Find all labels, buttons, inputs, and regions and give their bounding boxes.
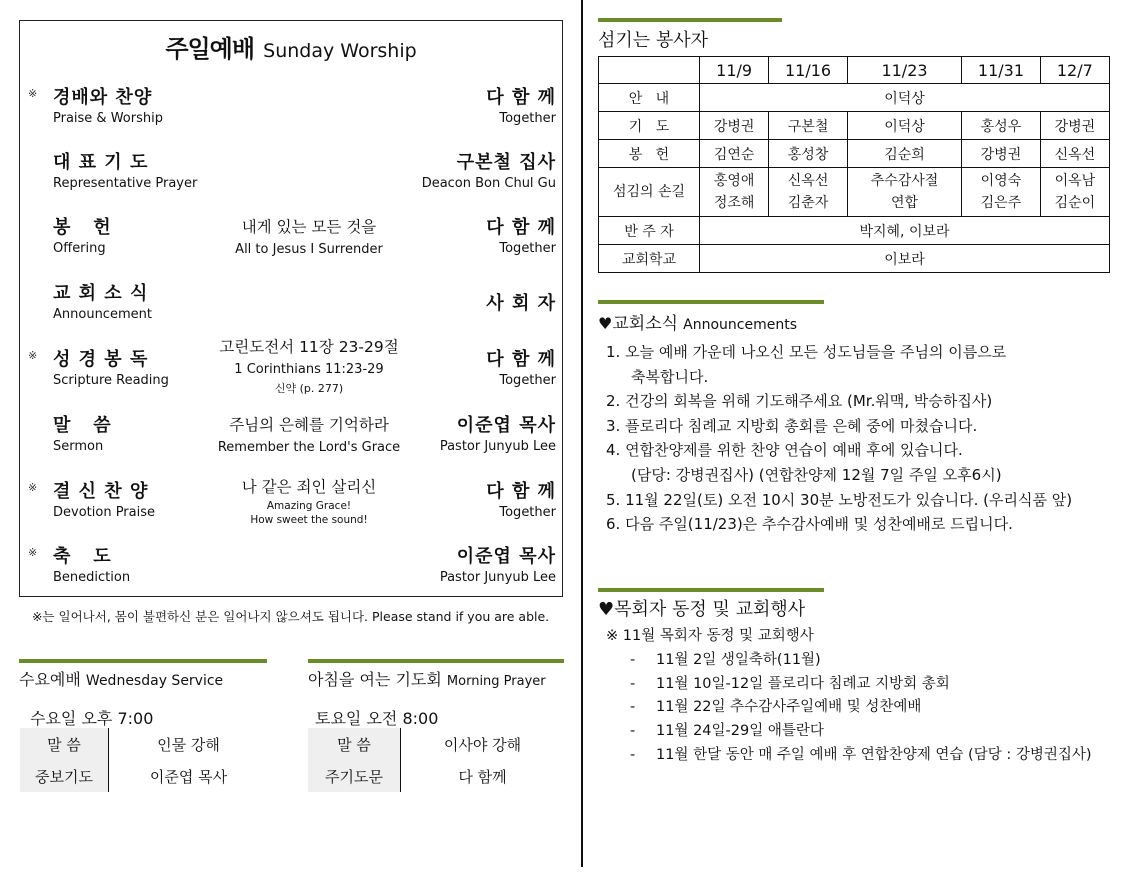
- worship-title-en: Sunday Worship: [263, 40, 417, 62]
- row-value: 이보라: [700, 245, 1110, 273]
- table-header-row: [599, 57, 1110, 84]
- table-row: [20, 760, 268, 792]
- morning-table: [308, 728, 564, 792]
- list-item-continuation: (담당: 강병권집사) (연합찬양제 12월 7일 주일 오후6시): [631, 465, 1002, 484]
- cell-line: 이영숙: [980, 173, 1022, 189]
- item-leader-ko: 다 함 께: [486, 481, 556, 502]
- row-label: 말 씀: [20, 728, 109, 760]
- order-item-scripture: [20, 338, 562, 401]
- date-header: 12/7: [1040, 57, 1109, 84]
- cell: [962, 168, 1041, 217]
- sunday-worship-order: [19, 20, 563, 597]
- wednesday-heading: [19, 667, 223, 690]
- row-label: 주기도문: [308, 760, 401, 792]
- hymn-title-en: All to Jesus I Surrender: [235, 242, 383, 257]
- item-leader-en: Together: [499, 111, 556, 126]
- list-item-continuation: 축복합니다.: [631, 367, 709, 386]
- list-item: 3. 플로리다 침례교 지방회 총회를 은혜 중에 마쳤습니다.: [606, 416, 978, 435]
- cell-line: 이옥남: [1054, 173, 1096, 189]
- morning-time: 토요일 오전 8:00: [315, 709, 439, 728]
- devotion-hymn: [200, 475, 418, 526]
- row-label: 안 내: [599, 84, 700, 112]
- row-label: 봉 헌: [599, 140, 700, 168]
- date-header: 11/31: [962, 57, 1041, 84]
- list-item: 2. 건강의 회복을 위해 기도해주세요 (Mr.워맥, 박승하집사): [606, 392, 993, 411]
- table-row-school: [599, 245, 1110, 273]
- dash-bullet: -: [630, 699, 636, 716]
- list-item: 1. 오늘 예배 가운데 나오신 모든 성도님들을 주님의 이름으로: [606, 343, 1007, 361]
- row-label: 말 씀: [308, 728, 401, 760]
- item-title-ko: 축 도: [53, 546, 112, 567]
- event-text: 11월 10일-12일 플로리다 침례교 지방회 총회: [656, 675, 950, 692]
- announcements-title-en: Announcements: [683, 317, 797, 333]
- item-leader-en: Pastor Junyub Lee: [439, 570, 556, 585]
- dash-bullet: -: [630, 746, 636, 763]
- item-title-en: Benediction: [53, 570, 131, 585]
- heart-icon: ♥: [598, 314, 613, 333]
- row-label: 중보기도: [20, 760, 109, 792]
- cell: 강병권: [700, 112, 769, 140]
- cell-line: 김춘자: [787, 195, 829, 211]
- list-item: [606, 649, 1092, 673]
- list-item: [606, 744, 1092, 768]
- order-item-praise: [20, 83, 562, 139]
- cell: 강병권: [962, 140, 1041, 168]
- announcements-title-ko: 교회소식: [612, 314, 679, 334]
- worship-title-ko: 주일예배: [165, 35, 255, 63]
- scripture-page: 신약 (p. 277): [274, 382, 344, 395]
- item-title-en: Praise & Worship: [53, 111, 163, 126]
- cell: [700, 168, 769, 217]
- table-row: [20, 728, 268, 760]
- item-leader-en: Together: [499, 373, 556, 388]
- item-leader-ko: 이준엽 목사: [456, 546, 556, 567]
- list-item: 5. 11월 22일(토) 오전 10시 30분 노방전도가 있습니다. (우리식품 앞): [606, 490, 1073, 509]
- date-header: 11/16: [769, 57, 848, 84]
- item-title-en: Representative Prayer: [53, 176, 198, 191]
- table-row-hands: [599, 168, 1110, 217]
- stand-mark-icon: ※: [28, 481, 38, 494]
- item-leader-en: Together: [499, 505, 556, 520]
- events-subtitle: ※ 11월 목회자 동정 및 교회행사: [606, 628, 814, 644]
- event-text: 11월 22일 추수감사주일예배 및 성찬예배: [656, 699, 922, 716]
- row-value: 이덕상: [700, 84, 1110, 112]
- sermon-title-ko: 주님의 은혜를 기억하라: [229, 416, 389, 434]
- row-label: 섬김의 손길: [599, 168, 700, 217]
- item-title-ko: 대 표 기 도: [53, 152, 149, 173]
- table-row-accompanist: [599, 217, 1110, 245]
- hymn-line-2: How sweet the sound!: [250, 514, 368, 526]
- row-label: 기 도: [599, 112, 700, 140]
- cell: 김연순: [700, 140, 769, 168]
- item-leader-en: Deacon Bon Chul Gu: [421, 176, 556, 191]
- cell-line: 김순이: [1054, 195, 1096, 211]
- event-text: 11월 한달 동안 매 주일 예배 후 연합찬양제 연습 (담당 : 강병권집사): [656, 746, 1092, 763]
- dash-bullet: -: [630, 651, 636, 668]
- item-leader-ko: 사 회 자: [486, 293, 556, 314]
- cell: 구본철: [769, 112, 848, 140]
- dash-bullet: -: [630, 675, 636, 692]
- order-item-prayer: [20, 148, 562, 204]
- announcements-heading: [598, 309, 797, 334]
- section-bar: [598, 588, 824, 592]
- event-text: 11월 24일-29일 애틀란다: [656, 723, 824, 740]
- cell: 강병권: [1040, 112, 1109, 140]
- list-item: [606, 696, 1092, 720]
- row-value: 인물 강해: [157, 735, 220, 754]
- item-leader-ko: 다 함 께: [486, 217, 556, 238]
- cell: [847, 168, 961, 217]
- cell-line: 신옥선: [787, 173, 829, 189]
- item-title-ko: 성 경 봉 독: [53, 349, 149, 370]
- row-label: 교회학교: [599, 245, 700, 273]
- stand-mark-icon: ※: [28, 546, 38, 559]
- order-item-benediction: [20, 542, 562, 598]
- hymn-line-1: Amazing Grace!: [266, 500, 352, 512]
- scripture-ko: 고린도전서 11장 23-29절: [219, 338, 399, 356]
- table-row: [308, 760, 564, 792]
- cell: 이덕상: [847, 112, 961, 140]
- corner-cell: [599, 57, 700, 84]
- date-header: 11/23: [847, 57, 961, 84]
- row-value: 다 함께: [458, 767, 507, 786]
- cell-line: 홍영애: [713, 173, 755, 189]
- table-row: [308, 728, 564, 760]
- section-bar: [598, 18, 782, 22]
- item-leader-en: Together: [499, 241, 556, 256]
- cell: [1040, 168, 1109, 217]
- cell: 신옥선: [1040, 140, 1109, 168]
- row-label: 반 주 자: [599, 217, 700, 245]
- cell-line: 김은주: [980, 195, 1022, 211]
- wednesday-title-en: Wednesday Service: [85, 673, 224, 689]
- item-leader-ko: 다 함 께: [486, 87, 556, 108]
- announcements-list: [606, 340, 1072, 537]
- standing-note: ※는 일어나서, 몸이 불편하신 분은 일어나지 않으셔도 됩니다. Please stand if you are able.: [32, 609, 550, 624]
- wednesday-time: 수요일 오후 7:00: [30, 709, 154, 728]
- sermon-title: [200, 413, 418, 455]
- order-item-offering: [20, 213, 562, 269]
- stand-mark-icon: ※: [28, 349, 38, 362]
- list-item: [606, 720, 1092, 744]
- item-title-ko: 경배와 찬양: [53, 87, 153, 108]
- cell: [769, 168, 848, 217]
- cell-line: 연합: [890, 195, 919, 211]
- morning-heading: [308, 667, 546, 690]
- heart-icon: ♥: [598, 599, 615, 620]
- item-leader-ko: 다 함 께: [486, 349, 556, 370]
- events-list: [606, 625, 1092, 768]
- item-title-ko: 말 씀: [53, 415, 112, 436]
- item-title-en: Sermon: [53, 439, 104, 454]
- wednesday-title-ko: 수요예배: [19, 670, 81, 689]
- column-divider: [581, 0, 583, 867]
- order-item-devotion: [20, 477, 562, 533]
- item-title-ko: 봉 헌: [53, 217, 112, 238]
- cell-line: 정조해: [713, 195, 755, 211]
- servants-table: [598, 56, 1110, 273]
- stand-mark-icon: ※: [28, 87, 38, 100]
- events-heading: [598, 595, 805, 621]
- events-title: 목회자 동정 및 교회행사: [614, 599, 806, 620]
- date-header: 11/9: [700, 57, 769, 84]
- scripture-reference: [200, 335, 418, 396]
- row-value: 박지혜, 이보라: [700, 217, 1110, 245]
- row-value: 이준엽 목사: [149, 767, 228, 786]
- order-item-announcement: [20, 279, 562, 335]
- item-title-en: Announcement: [53, 307, 152, 322]
- item-title-ko: 교 회 소 식: [53, 283, 149, 304]
- table-row-usher: [599, 84, 1110, 112]
- hymn-title-ko: 나 같은 죄인 살리신: [241, 478, 377, 496]
- section-bar: [19, 659, 267, 663]
- event-text: 11월 2일 생일축하(11월): [656, 651, 821, 668]
- section-bar: [308, 659, 564, 663]
- item-leader-ko: 구본철 집사: [456, 152, 556, 173]
- cell: 홍성창: [769, 140, 848, 168]
- wednesday-table: [20, 728, 268, 792]
- cell: 홍성우: [962, 112, 1041, 140]
- cell: 김순희: [847, 140, 961, 168]
- item-title-en: Devotion Praise: [53, 505, 155, 520]
- cell-line: 추수감사절: [870, 173, 939, 189]
- item-leader-ko: 이준엽 목사: [456, 415, 556, 436]
- item-title-en: Scripture Reading: [53, 373, 169, 388]
- servants-title: 섬기는 봉사자: [598, 30, 709, 51]
- list-item: 6. 다음 주일(11/23)은 추수감사예배 및 성찬예배로 드립니다.: [606, 515, 1013, 534]
- order-item-sermon: [20, 411, 562, 467]
- list-item: [606, 673, 1092, 697]
- dash-bullet: -: [630, 723, 636, 740]
- hymn-title-ko: 내게 있는 모든 것을: [241, 218, 377, 236]
- table-row-offering: [599, 140, 1110, 168]
- sermon-title-en: Remember the Lord's Grace: [217, 440, 401, 455]
- list-item: 4. 연합찬양제를 위한 찬양 연습이 예배 후에 있습니다.: [606, 441, 963, 460]
- morning-title-ko: 아침을 여는 기도회: [308, 670, 442, 689]
- item-title-en: Offering: [53, 241, 106, 256]
- row-value: 이사야 강해: [443, 735, 522, 754]
- item-title-ko: 결 신 찬 양: [53, 481, 149, 502]
- table-row-prayer: [599, 112, 1110, 140]
- scripture-en: 1 Corinthians 11:23-29: [234, 362, 384, 377]
- morning-title-en: Morning Prayer: [446, 674, 546, 689]
- worship-title: [20, 29, 562, 64]
- item-leader-en: Pastor Junyub Lee: [439, 439, 556, 454]
- section-bar: [598, 300, 824, 304]
- item-hymn: [200, 215, 418, 257]
